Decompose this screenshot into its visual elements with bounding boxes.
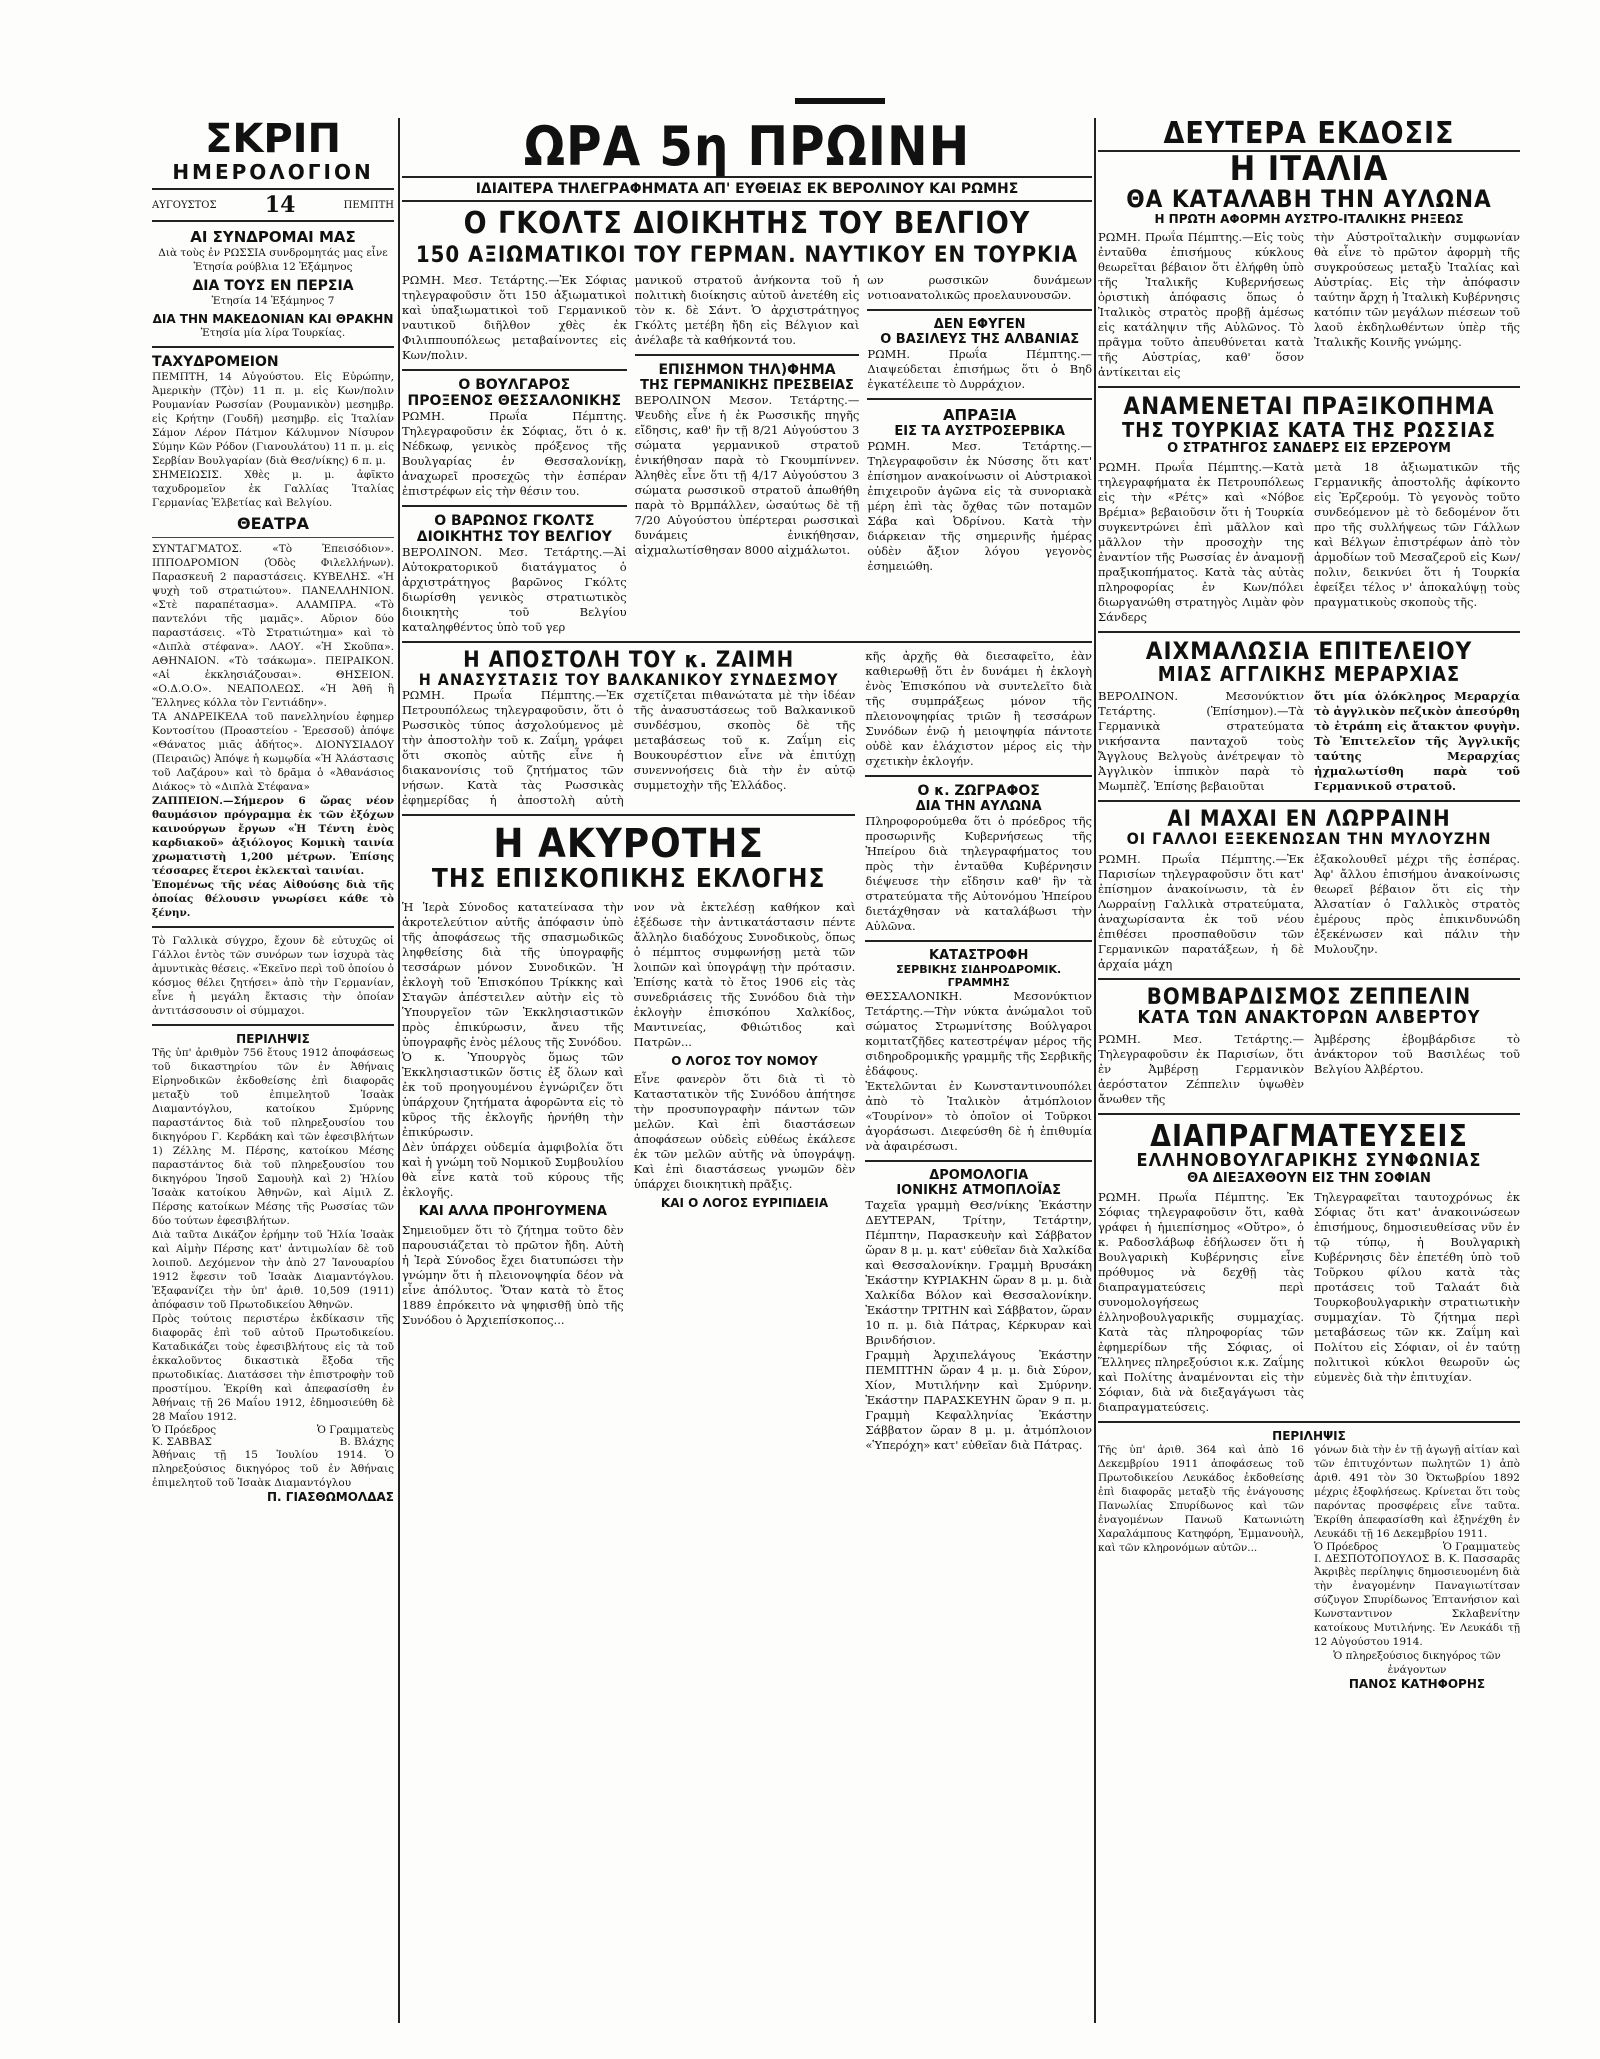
logos-title: Ο ΛΟΓΟΣ ΤΟΥ ΝΟΜΟΥ xyxy=(671,1053,818,1068)
sig-left-role: Ὁ Πρόεδρος xyxy=(152,1424,217,1436)
right-sig-left-role: Ὁ Πρόεδρος xyxy=(1314,1541,1379,1554)
evripides-title: ΚΑΙ Ο ΛΟΓΟΣ ΕΥΡΙΠΙΔΕΙΑ xyxy=(660,1195,829,1210)
zografos-text: Πληροφορούμεθα ὅτι ὁ πρόεδρος τῆς προσωρινῆς Κυβερνήσεως τῆς Ἠπείρου διὰ τηλεγραφήματος του πρὸς τὴν ἐνταῦθα Κυβέρνησιν διέψευσε τὴν εἴδησιν καθ' ἣν τὰ στρατεύματα τῆς Αὐτονόμου Ἠπείρου διετάχθησαν νὰ καταλάβωσι τὴν Αὐλῶνα. xyxy=(865,813,1092,933)
right-sig-left-name: Ι. ΔΕΣΠΟΤΟΠΟΥΛΟΣ xyxy=(1314,1553,1430,1566)
officers-text-cont: μανικοῦ στρατοῦ ἀνήκοντα τοῦ ἡ πολιτικὴ διοίκησις αὐτοῦ ἀνετέθη εἰς τὸν κ. δὲ Σάντ. Ὁ ἀρχιστράτηγος Γκόλτς μετέβη ἤδη εἰς Βέλγιον καὶ ἀνέλαβε τὰ καθήκοντά του. xyxy=(634,272,860,347)
date-month: ΑΥΓΟΥΣΤΟΣ xyxy=(152,199,217,211)
top-rule xyxy=(795,98,885,104)
italy-text: ΡΩΜΗ. Πρωΐα Πέμπτης.—Εἰς τοὺς ἐνταῦθα ἐπισήμους κύκλους θεωρεῖται βέβαιον ὅτι ἐλήφθη ὑπὸ τῆς Ἰταλικῆς Κυβερνήσεως ὁριστικὴ ἀπόφασις ὅπως ὁ Ἰταλικὸς στρατὸς προβῇ ἀμέσως εἰς κατάληψιν τῆς Αὐλῶνος. Τὸ πρᾶγμα τοῦτο ἀπευθύνεται κατὰ τῆς Αὐστρίας, καθ' ὅσον ἀντίκειται εἰς xyxy=(1098,230,1304,380)
coup-text-2: μετὰ 18 ἀξιωματικῶν τῆς Γερμανικῆς ἀποστολῆς ἀφίκοντο εἰς Ἐρζερούμ. Τὸ γεγονὸς τοῦτο συνδεόμενον μὲ τὸ δεδομένον ὅτι προ τῆς συλλήψεως τῶν Γάλλων καὶ Βέλγων ἐπιστρέφων ἀπὸ τὸν ἀρμοδίων τοῦ Μεσαζεροῦ εἰς Κων/πολιν, δεικνύει ὅτι ἡ Τουρκία ἐφείξει τέλος ν' ἀποκαλύψῃ τοὺς πραγματικοὺς σκοποὺς τῆς. xyxy=(1314,459,1520,609)
coup-headline: ΑΝΑΜΕΝΕΤΑΙ ΠΡΑΞΙΚΟΠΗΜΑ xyxy=(1123,392,1495,421)
negotiations-strap: ΘΑ ΔΙΕΞΑΧΘΟΥΝ ΕΙΣ ΤΗΝ ΣΟΦΙΑΝ xyxy=(1187,1171,1431,1187)
left-misc: Ἐπομένως τῆς νέας Αἰθούσης διὰ τῆς ὁποίας θέλουσιν γνωρίσει κάθε τὸ ξένην. xyxy=(152,879,394,919)
bulgarian-consul-text: ΡΩΜΗ. Πρωΐα Πέμπτης. Τηλεγραφοῦσιν ἐκ Σόφιας, ὅτι ὁ κ. Νέδκωφ, γενικὸς πρόξενος τῆς Βουλγαρίας ἐν Θεσσαλονίκῃ, ἀναχωρεῖ προσεχῶς τὴν ἐσπέραν ἐπιστρέφων εἰς τὴν θέσιν του. xyxy=(402,408,627,498)
strapline: ΙΔΙΑΙΤΕΡΑ ΤΗΛΕΓΡΑΦΗΜΑΤΑ ΑΠ' ΕΥΘΕΙΑΣ ΕΚ ΒΕΡΟΛΙΝΟΥ ΚΑΙ ΡΩΜΗΣ xyxy=(402,176,1092,202)
column-rule-1 xyxy=(398,118,400,2023)
sig-right-name: Β. Βλάχης xyxy=(339,1436,394,1448)
left-misc-2: Τὸ Γαλλικὰ σύγχρο, ἔχουν δὲ εὐτυχῶς οἱ Γάλλοι ἐντὸς τῶν συνόρων των ἰσχυρὰ τὰς ἀμυντικὰς θέσεις. «Ἐκεῖνο περὶ τοῦ ὁποίου ὁ κόσμος θέλει ζητήσει» ἀπὸ τὴν Γερμανίαν, εἶνε ἡ μεγάλη ἔκτασις τὴν ὁποίαν ἀντιτάσσουσιν οἱ σύμμαχοι. xyxy=(152,935,394,1017)
logos-text: Εἶνε φανερὸν ὅτι διὰ τὶ τὸ Καταστατικὸν τῆς Συνόδου ἀπήτησε τὴν προσυπογραφὴν πάντων τῶν μελῶν. Καὶ ἐπὶ διαστάσεων ἀποφάσεων οὐδεὶς εὐθέως ἐκάλεσε ἐκ τῶν μελῶν αὐτῆς νὰ ὑπογράψῃ. Καὶ ἐπὶ διαστάσεως γνωμῶν δὲν ὑπάρχει διοικητικὴ πρᾶξις. xyxy=(633,1071,856,1191)
king-title-1: ΔΕΝ ΕΦΥΓΕΝ xyxy=(933,316,1026,332)
perilipsis-text-left-3: Πρὸς τούτοις περιστέρω ἐκδίκασιν τῆς διαφορᾶς ἐπὶ τοῦ αὐτοῦ Πρωτοδικείου. Καταδικάζει τοὺς ἐφεσιβλήτους εἰς τὰ τοῦ ἐκκαλοῦντος δικαστικὰ ἔξοδα τῆς πρωτοδικίας. Διατάσσει τὴν ἐπιστροφὴν τοῦ προστίμου. Ἐκρίθη καὶ ἀπεφασίσθη ἐν Ἀθήναις τῇ 26 Μαΐου 1912, ἐδημοσιεύθη δὲ 28 Μαΐου 1912. xyxy=(152,1313,394,1423)
bulgarian-consul-title-2: ΠΡΟΞΕΝΟΣ ΘΕΣΣΑΛΟΝΙΚΗΣ xyxy=(407,392,622,409)
post-title: ΤΑΧΥΔΡΟΜΕΙΟΝ xyxy=(152,354,279,370)
right-sig-right-role: Ὁ Γραμματεὺς xyxy=(1442,1541,1520,1554)
routes-title-2: ΙΟΝΙΚΗΣ ΑΤΜΟΠΛΟΪΑΣ xyxy=(896,1182,1061,1198)
right-closing-name: ΠΑΝΟΣ ΚΑΤΗΦΟΡΗΣ xyxy=(1348,1677,1486,1692)
captivity-text-2: ὅτι μία ὁλόκληρος Μεραρχία τὸ ἀγγλικὸν πεζικὸν ἀπεσύρθη τὸ ἐτράπη εἰς ἄτακτον φυγὴν. Τὸ Ἐπιτελεῖον τῆς Ἀγγλικῆς ταύτης Μεραρχίας ἠχμαλωτίσθη παρὰ τοῦ Γερμανικοῦ στρατοῦ. xyxy=(1314,688,1520,793)
apraxia-text: ΡΩΜΗ. Μεσ. Τετάρτης.—Τηλεγραφοῦσιν ἐκ Νύσσης ὅτι κατ' ἐπίσημον ανακοίνωσιν οἱ Αὐστριακοὶ ἐπιχειροῦν ἀγῶνα εἰς τὰ συνοριακὰ μέρη ἐπὶ τὰς ὄχθας τῶν ποταμῶν Σάβα καὶ Ὀδρίνου. Κατὰ τὴν διάρκειαν τῆς σημερινῆς ἡμέρας οὐδὲν ἄξιον λόγου γεγονὸς ἐσημειώθη. xyxy=(867,438,1092,573)
invalidity-text-2: Ὁ κ. Ὑπουργὸς ὅμως τῶν Ἐκκλησιαστικῶν ὅστις ἐξ ὅλων καὶ ἐκ τοῦ προηγουμένου ἐγνώριζεν ὅτι ὑπάρχουν ζητήματα ἀφορῶντα εἰς τὸ κῦρος τῆς ἐκλογῆς ἠρνήθη τὴν ἐπικύρωσιν. xyxy=(402,1049,624,1139)
lorraine-subheadline: ΟΙ ΓΑΛΛΟΙ ΕΞΕΚΕΝΩΣΑΝ ΤΗΝ ΜΥΛΟΥΖΗΝ xyxy=(1126,828,1492,848)
subscriptions-text: Διὰ τοὺς ἐν ΡΩΣΣΙΑ συνδρομητάς μας εἶνε Ἐτησία ρούβλια 12 Ἑξάμηνος xyxy=(158,247,388,273)
lorraine-headline: ΑΙ ΜΑΧΑΙ ΕΝ ΛΩΡΡΑΙΝΗ xyxy=(1167,806,1451,832)
macedonia-text: Ἐτησία μία λίρα Τουρκίας. xyxy=(200,327,346,339)
right-signatures xyxy=(1314,1541,1520,1565)
post-notes: ΣΗΜΕΙΩΣΙΣ. Χθὲς μ. μ. ἀφῖκτο ταχυδρομεῖον ἐκ Γαλλίας Ἰταλίας Γερμανίας Ἑλβετίας καὶ Βελγίου. xyxy=(152,469,394,509)
baron-text: ΒΕΡΟΛΙΝΟΝ. Μεσ. Τετάρτης.—Ἀἱ Αὐτοκρατορικοῦ διατάγματος ὁ ἀρχιστράτηγος βαρῶνος Γκόλτς διωρίσθη γενικὸς στρατιωτικὸς διοικητὴς τοῦ Βελγίου καταληφθέντος ὑπὸ τοῦ γερ xyxy=(402,544,627,634)
catastrophe-title-1: ΚΑΤΑΣΤΡΟΦΗ xyxy=(929,947,1029,963)
zeppelin-subheadline: ΚΑΤΑ ΤΩΝ ΑΝΑΚΤΟΡΩΝ ΑΛΒΕΡΤΟΥ xyxy=(1137,1006,1481,1028)
apraxia-title-2: ΕΙΣ ΤΑ ΑΥΣΤΡΟΣΕΡΒΙΚΑ xyxy=(894,423,1065,439)
routes-title-1: ΔΡΟΜΟΛΟΓΙΑ xyxy=(929,1167,1029,1183)
captivity-headline: ΑΙΧΜΑΛΩΣΙΑ ΕΠΙΤΕΛΕΙΟΥ xyxy=(1145,636,1473,665)
coup-subheadline: ΤΗΣ ΤΟΥΡΚΙΑΣ ΚΑΤΑ ΤΗΣ ΡΩΣΣΙΑΣ xyxy=(1122,417,1496,442)
golts-headline: Ο ΓΚΟΛΤΣ ΔΙΟΙΚΗΤΗΣ ΤΟΥ ΒΕΛΓΙΟΥ xyxy=(463,206,1031,241)
right-closing: Ἀκριβὲς περίληψις δημοσιευομένη διὰ τὴν ἐναγομένην Παναγιωτίτσαν σύζυγον Σπυρίδωνος Ἐπτανήσιον καὶ Κωνσταντινον Σκλαβενίτην κατοίκους Μυτιλήνης. Ἐν Λευκάδι τῇ 12 Αὐγούστου 1914. xyxy=(1314,1566,1520,1649)
officers-text: ΡΩΜΗ. Μεσ. Τετάρτης.—Ἐκ Σόφιας τηλεγραφοῦσιν ὅτι 150 ἀξιωματικοὶ καὶ ὑπαξιωματικοὶ τοῦ Γερμανικοῦ ναυτικοῦ διῆλθον χθὲς ἐκ Φιλιππουπόλεως μεταβαίνοντες εἰς Κων/πολιν. xyxy=(402,272,627,362)
perilipsis-text-right-2: γόνων διὰ τὴν ἐν τῇ ἀγωγῇ αἰτίαν καὶ τῶν ἐπιτυχόντων πωλητῶν 1) ἀπὸ ἀριθ. 491 τὸν 30 Ὀκτωβρίου 1892 μέχρις ἐξοφλήσεως. Κρίνεται ὅτι τοὺς παρόντας προσφέρεις εἶνε ταῦτα. Ἐκρίθη ἀπεφασίσθη καὶ ἐξηνέχθη ἐν Λευκάδι τῇ 16 Δεκεμβρίου 1911. xyxy=(1314,1444,1520,1541)
sig-left-name: Κ. ΣΑΒΒΑΣ xyxy=(152,1436,212,1448)
lorraine-text: ΡΩΜΗ. Πρωΐα Πέμπτης.—Ἐκ Παρισίων τηλεγραφοῦσιν ὅτι κατ' ἐπίσημον ἀνακοίνωσιν, τὰ ἐν Λωρραίνῃ Γαλλικὰ στρατεύματα, ἀναχωρίσαντα ἐκ τοῦ νέου ἐπιθέσει προσπαθοῦσιν τῶν Γερμανικῶν παρατάξεων, ἡ δὲ ἀρχαία μάχη xyxy=(1098,851,1304,971)
perilipsis-title-right: ΠΕΡΙΛΗΨΙΣ xyxy=(1272,1429,1346,1444)
coup-text: ΡΩΜΗ. Πρωΐα Πέμπτης.—Κατὰ τηλεγραφήματα ἐκ Πετρουπόλεως εἰς τὴν «Ρέτς» καὶ «Νόβοε Βρέμια» βεβαιοῦσιν ὅτι ἡ Τουρκία συγκεντρώνει ἐπὶ μᾶλλον καὶ μᾶλλον τὴν προσοχὴν της ἐναντίον τῆς Ρωσσίας ἐν ἀναμονῇ πραξικοπήματος. Κατὰ τὰς αὐτὰς πληροφορίας ἐν Κων/πόλει διωργανώθη στρατηγὸς Λιμὰν φὸν Σάνδερς xyxy=(1098,459,1304,624)
zeppelin-text-2: Ἀμβέρσης ἐβομβάρδισε τὸ ἀνάκτορον τοῦ Βασιλέως τοῦ Βελγίου Ἀλβέρτου. xyxy=(1314,1031,1520,1076)
zeppelin-headline: ΒΟΜΒΑΡΔΙΣΜΟΣ ΖΕΠΠΕΛΙΝ xyxy=(1146,984,1472,1010)
theatre-title: ΘΕΑΤΡΑ xyxy=(237,514,309,533)
catastrophe-text: ΘΕΣΣΑΛΟΝΙΚΗ. Μεσονύκτιον Τετάρτης.—Τὴν νύκτα ἀνώμαλοι τοῦ σώματος Στρωμνίτσης Βούλγαροι κομιτατζῆδες κατεστρέψαν μέρος τῆς σιδηροδρομικῆς γραμμῆς τῆς Σερβικῆς ἐδάφους. xyxy=(865,988,1092,1078)
macedonia-title: ΔΙΑ ΤΗΝ ΜΑΚΕΔΟΝΙΑΝ ΚΑΙ ΘΡΑΚΗΝ xyxy=(152,312,394,326)
officers-text-end: ων ρωσσικῶν δυνάμεων νοτιοανατολικῶς προελαυνουσῶν. xyxy=(867,272,1092,302)
theatre-text: ΣΥΝΤΑΓΜΑΤΟΣ. «Τὸ Ἐπεισόδιον». ΙΠΠΟΔΡΟΜΙΟΝ (Ὁδὸς Φιλελλήνων). Παρασκευῆ 2 παραστάσεις. ΚΥΒΕΛΗΣ. «Ἡ ψυχὴ τοῦ στρατιώτου». ΠΑΝΕΛΛΗΝΙΟΝ. «Στὲ παραπέτασμα». ΑΛΑΜΠΡΑ. «Τὸ παντελόνι τῆς μαμᾶς». Αὔριον δύο παραστάσεις. «Τὸ Στρατιώτημα» καὶ τὸ «Διπλὰ στέφανα». ΛΑΟΥ. «Ἡ Σκοῦπα». ΑΘΗΝΑΙΟΝ. «Τὸ τσάκωμα». ΠΕΙΡΑΙΚΟΝ. «Αἱ ἐκκλησιάζουσαι». ΘΗΣΕΙΟΝ. «Ο.Δ.Ο.Ο». ΝΕΑΠΟΛΕΩΣ. «Ἡ Ἀθῆ ἢ Ἕλληνες κόλλα τὸν Γεντιάδην». xyxy=(152,543,394,709)
date-day: ΠΕΜΠΤΗ xyxy=(343,199,394,211)
sig-right-role: Ὁ Γραμματεὺς xyxy=(316,1424,394,1436)
apraxia-title-1: ΑΠΡΑΞΙΑ xyxy=(942,405,1017,424)
invalidity-text-3: Δὲν ὑπάρχει οὐδεμία ἀμφιβολία ὅτι καὶ ἡ γνώμη τοῦ Νομικοῦ Συμβουλίου θὰ εἶνε κατὰ τοῦ κύρους τῆς ἐκλογῆς. xyxy=(402,1139,624,1199)
negotiations-text: ΡΩΜΗ. Πρωΐα Πέμπτης. Ἐκ Σόφιας τηλεγραφοῦσιν ὅτι, καθὰ γράφει ἡ ἡμιεπίσημος «Οὔτρο», ὁ κ. Ραδοσλάβωφ ἐδήλωσεν ὅτι ἡ Βουλγαρικὴ Κυβέρνησις εἶνε πρόθυμος νὰ δεχθῇ τὰς διαπραγματεύσεις περὶ συνομολογήσεως ἑλληνοβουλγαρικῆς συμμαχίας. Κατὰ τὰς πληροφορίας τῶν ἐφημερίδων τῆς Σόφιας, οἱ Ἕλληνες πληρεξούσιοι κ.κ. Ζαΐμης καὶ Πολίτης ἀναμένονται εἰς τὴν Σόφιαν, διὰ νὰ διεξαγάγωσι τὰς διαπραγματεύσεις. xyxy=(1098,1190,1304,1415)
negotiations-text-2: Τηλεγραφεῖται ταυτοχρόνως ἐκ Σόφιας ὅτι κατ' ἀνακοινώσεων ἐπισήμους, δημοσιευθείσας νῦν ἐν τῷ τύπῳ, ἡ Βουλγαρικὴ Κυβέρνησις δὲν ἐπετέθη ὑπὸ τοῦ Τοῦρκου φίλου κατὰ τὰς προτάσεις τοῦ Ταλαάτ διὰ Τουρκοβουλγαρικὴν στρατιωτικὴν συμμαχίαν. Τὸ ζήτημα περὶ μεταβάσεως τῶν κκ. Ζαΐμη καὶ Πολίτου εἰς Σόφιαν, οἱ ἐν ταύτῃ πολιτικοὶ κύκλοι θεωροῦν ὡς εὐμενὲς διὰ τὴν ἐπιτυχίαν. xyxy=(1314,1190,1520,1385)
masthead-skrip: ΣΚΡΙΠ xyxy=(205,118,341,162)
other-precedents-title: ΚΑΙ ΑΛΛΑ ΠΡΟΗΓΟΥΜΕΝΑ xyxy=(418,1203,607,1219)
left-last-name: Π. ΓΙΑΣΘΩΜΟΛΔΑΣ xyxy=(267,1490,394,1504)
center-column xyxy=(402,118,1092,2023)
right-sig-right-name: Β. Κ. Πασσαρᾶς xyxy=(1434,1553,1520,1566)
post-text: ΠΕΜΠΤΗ, 14 Αὐγούστου. Εἰς Εὐρώπην, Ἀμερικὴν (Τζὸν) 11 π. μ. εἰς Κων/πολιν Ρουμανίαν Ρωσσίαν (Ρουμανικὸν) μεσημβρ. εἰς Κρήτην (Γουδῆ) μεσημβρ. εἰς Ἰταλίαν Σάμον Λέρον Πάτμον Κάλυμνον Νίσυρον Σύμην Κῶν Ρόδον (Γιανουλάτου) 11 π. μ. εἰς Σερβίαν Βουλγαρίαν (διὰ Θεσ/νίκης) 6 π. μ. xyxy=(152,371,394,467)
persia-text: Ἐτησία 14 Ἑξάμηνος 7 xyxy=(211,295,335,307)
zaimi-title-1: Η ΑΠΟΣΤΟΛΗ ΤΟΥ κ. ΖΑΪΜΗ xyxy=(463,648,795,673)
italy-subheadline: ΘΑ ΚΑΤΑΛΑΒΗ ΤΗΝ ΑΥΛΩΝΑ xyxy=(1126,185,1492,214)
king-text: ΡΩΜΗ. Πρωΐα Πέμπτης.—Διαψεύδεται ἐπισήμως ὅτι ὁ Βηδ ἐγκατέλειπε τὸ Δυρράχιον. xyxy=(867,346,1092,391)
routes-text: Ταχεῖα γραμμὴ Θεσ/νίκης Ἐκάστην ΔΕΥΤΕΡΑΝ, Τρίτην, Τετάρτην, Πέμπτην, Παρασκευὴν καὶ Σάββατον ὥραν 8 μ. μ. κατ' εὐθεῖαν διὰ Χαλκίδα καὶ Θεσσαλονίκην. Γραμμὴ Βρυσάκη Ἐκάστην ΚΥΡΙΑΚΗΝ ὥραν 8 μ. μ. διὰ Χαλκίδα Βόλον καὶ Θεσσαλονίκην. Ἐκάστην ΤΡΙΤΗΝ καὶ Σάββατον, ὥραν 10 π. μ. διὰ Πάτρας, Κέρκυραν καὶ Βρινδήσιον. xyxy=(865,1197,1092,1347)
embassy-title-2: ΤΗΣ ΓΕΡΜΑΝΙΚΗΣ ΠΡΕΣΒΕΙΑΣ xyxy=(640,377,854,393)
zappeion-text: ΖΑΠΠΕΙΟΝ.—Σήμερον 6 ὥρας νέον θαυμάσιον πρόγραμμα ἐκ τῶν ἐξόχων καινούργων ἔργων «Ἡ Τέντη ἐνὸς καρδιακοῦ» ἀξιόλογος Κομικὴ ταινία χρωματιστὴ 1,200 μέτρων. Ἐπίσης τέσσαρες ἕτεροι ἐκλεκταὶ ταινίαι. xyxy=(152,795,394,877)
perilipsis-text-right: Τῆς ὑπ' ἀριθ. 364 καὶ ἀπὸ 16 Δεκεμβρίου 1911 ἀποφάσεως τοῦ Πρωτοδικείου Λευκάδος ἐκδοθείσης ἐπὶ διαφορᾶς μεταξὺ τῆς ἐνάγουσης Πανωλίας Σπυρίδωνος καὶ τῶν ἐναγομένων Πανωῦ Κατωνιώτη Χαραλάμπους Κατηφόρη, Ἐμμανουὴλ, καὶ τῶν κληρονόμων αὐτῶν... xyxy=(1098,1444,1304,1555)
left-last-lines: Ἀθήναις τῇ 15 Ἰουλίου 1914. Ὁ πληρεξούσιος δικηγόρος τοῦ ἐν Ἀθήναις ἐπιμελητοῦ τοῦ Ἰσαὰκ Διαμαντόγλου xyxy=(152,1449,394,1489)
subhead-diary: ΗΜΕΡΟΛΟΓΙΟΝ xyxy=(172,160,374,184)
routes-text-2: Γραμμὴ Ἀρχιπελάγους Ἐκάστην ΠΕΜΠΤΗΝ ὥραν 4 μ. μ. διὰ Σύρον, Χίον, Μυτιλήνην καὶ Σμύρνην. Ἐκάστην ΠΑΡΑΣΚΕΥΗΝ ὥραν 9 π. μ. Γραμμὴ Κεφαλληνίας Ἐκάστην Σάββατον ὥραν 8 μ. μ. ἀτμόπλοιον «Ὑπερόχη» κατ' εὐθεῖαν διὰ Πάτρας. xyxy=(865,1347,1092,1452)
right-column xyxy=(1098,118,1520,2023)
lorraine-text-2: ἐξακολουθεῖ μέχρι τῆς ἐσπέρας. Ἀφ' ἄλλου ἐπισήμου ἀνακοίνωσις θεωρεῖ βέβαιον ὅτι εἰς τὴν Ἀλσατίαν ὁ Γαλλικὸς στρατὸς ἐμέρους πρὸς ἐπικινδυνώδη ἐξεκένωσεν καὶ πάλιν τὴν Μυλουζην. xyxy=(1314,851,1520,956)
italy-text-2: τὴν Αὐστροϊταλικὴν συμφωνίαν θὰ εἶνε τὸ πρῶτον ἀφορμὴ τῆς συγκρούσεως μεταξὺ Ἰταλίας καὶ Αὐστρίας. Εἰς τὴν ἀπόφασιν ταύτην ἄρχη ἡ Ἰταλικὴ Κυβέρνησις κατόπιν τῶν μεγάλων πιέσεων τοῦ λαοῦ ἐκδηλωθέντων ὑπὲρ τῆς Ἰταλικῆς Κοινῆς γνώμης. xyxy=(1314,230,1520,350)
left-signatures xyxy=(152,1424,394,1448)
invalidity-text-4: Σημειοῦμεν ὅτι τὸ ζήτημα τοῦτο δὲν παρουσιάζεται τὸ πρῶτον ἤδη. Αὐτὴ ἡ Ἱερὰ Σύνοδος ἔχει διατυπώσει τὴν γνώμην ὅτι ἡ πλειονοψηφία δέον νὰ εἶνε ἀπόλυτος. Ὅταν κατὰ τὸ ἔτος 1889 ἐπρόκειτο νὰ ψηφισθῇ ὑπὸ τῆς Συνόδου ὁ Ἀρχιεπίσκοπος... xyxy=(402,1222,624,1327)
persia-title: ΔΙΑ ΤΟΥΣ ΕΝ ΠΕΡΣΙΑ xyxy=(192,278,354,294)
left-column xyxy=(152,118,394,2023)
negotiations-headline: ΔΙΑΠΡΑΓΜΑΤΕΥΣΕΙΣ xyxy=(1150,1118,1468,1154)
king-title-2: Ο ΒΑΣΙΛΕΥΣ ΤΗΣ ΑΛΒΑΝΙΑΣ xyxy=(880,331,1080,347)
perilipsis-text-left: Τῆς ὑπ' ἀριθμὸν 756 ἔτους 1912 ἀποφάσεως τοῦ δικαστηρίου τῶν ἐν Ἀθήναις Εἰρηνοδικῶν ἐκδοθείσης ἐπὶ διαφορᾶς μεταξὺ τοῦ ἐπιμελητοῦ Ἰσαὰκ Διαμαντόγλου, κατοίκου Σμύρνης παραστάντος διὰ τοῦ πληρεξουσίου του δικηγόρου Γ. Κερδάκη καὶ τῶν ἐφεσιβλήτων 1) Ζέλλης Μ. Πέρσης, κατοίκου Μέσης παραστάντος διὰ τοῦ πληρεξουσίου του δικηγόρου Ἰησοῦ Σαμουὴλ καὶ 2) Ἠλίου Ἰσαὰκ κατοίκου Ἀθηνῶν, καὶ Αἰμιλ Ζ. Πέρσης κατοίκων Μέσης τῆς Ρωσσίας τῶν δύο τούτων ἐφεσιβλήτων. xyxy=(152,1047,394,1227)
theatre-text-2: ΤΑ ΑΝΔΡΕΙΚΕΛΑ τοῦ πανελληνίου ἐφημερ Κοντοσίτου (Προαστείου - Ἐρεσσοῦ) ἀπόψε «Θάνατος μιᾶς ἀδήτος». ΔΙΟΝΥΣΙΑΔΟΥ (Πειραιῶς) Ἀπόψε ἡ κωμῳδία «Ἡ Ἀλάστασις τοῦ Λαζάρου» καὶ τὸ δρᾶμα ὁ «Ἀθανάσιος Διάκος» τὸ «Διπλὰ Στέφανα» xyxy=(152,711,394,793)
italy-strap: Η ΠΡΩΤΗ ΑΦΟΡΜΗ ΑΥΣΤΡΟ-ΙΤΑΛΙΚΗΣ ΡΗΞΕΩΣ xyxy=(1154,212,1464,227)
zeppelin-text: ΡΩΜΗ. Μεσ. Τετάρτης.—Τηλεγραφοῦσιν ἐκ Παρισίων, ὅτι ἐν Ἀμβέρσῃ Γερμανικὸν ἀερόστατον Ζέππελιν ὑψωθὲν ἄνωθεν τῆς xyxy=(1098,1031,1304,1106)
embassy-title-1: ΕΠΙΣΗΜΟΝ ΤΗΛ)ΦΗΜΑ xyxy=(658,361,836,378)
zaimi-text-cont: κῆς ἀρχῆς θὰ διεσαφεῖτο, ἐὰν καθιερωθῇ ὅτι ἐν δυνάμει ἡ ἐκλογὴ ἐνὸς Ἐπισκόπου νὰ συντελεῖτο διὰ τῆς συμπράξεως μόνον τῆς πλειονοψηφίας τριῶν ἢ τεσσάρων Συνόδων ἐνῷ ἡ μειοψηφία πάντοτε οὐδὲ καν ἐλάχιστον μέρος εἰς τὴν σχετικὴν ἐκλογήν. xyxy=(865,648,1092,768)
invalidity-text: Ἡ Ἱερὰ Σύνοδος κατατείνασα τὴν ἀκροτελεύτιον αὐτῆς ἀπόφασιν ὑπὸ τῆς ἀποφάσεως τῆς σπασμωδικῶς ληφθείσης διὰ τῆς ὑπογραφῆς τεσσάρων μόνον Συνοδικῶν. Ἡ ἐκλογὴ τοῦ Ἐπισκόπου Τρίκκης καὶ Σταγῶν ἀπέστειλεν αὐτὴν εἰς τὸ Ὑπουργεῖον τῶν Ἐκκλησιαστικῶν πρὸς ἐπικύρωσιν, ἄνευ τῆς ὑπογραφῆς ἑνὸς μέλους τῆς Συνόδου. xyxy=(402,899,624,1049)
invalidity-col-b: νον νὰ ἐκτελέσῃ καθήκον καὶ ἐξέδωσε τὴν ἀντικατάστασιν πέντε ἄλληλο διαδόχους Συνοδικοὺς, ὅπως ὁ πέμπτος συμφωνήσῃ μετὰ τῶν λοιπῶν καὶ ὑπογράψῃ τὴν πρότασιν. Ἐπίσης κατὰ τὸ ἔτος 1906 εἰς τὰς συνεδριάσεις τῆς Συνόδου διὰ τὴν ἐκλογὴν ἐπισκόπου Χαλκίδος, Μαντινείας, Φθιώτιδος καὶ Πατρῶν... xyxy=(633,899,856,1049)
zaimi-text: ΡΩΜΗ. Πρωΐα Πέμπτης.—Ἐκ Πετρουπόλεως τηλεγραφοῦσιν, ὅτι ὁ Ρωσσικὸς τύπος ἀσχολούμενος μὲ τὴν ἀποστολὴν τοῦ κ. Ζαΐμη, γράφει ὅτι σκοπὸς αὐτῆς εἶνε ἡ διακανονίσις τοῦ ζητήματος τῶν νήσων. Κατὰ τὰς Ρωσσικὰς ἐφημερίδας ἡ ἀποστολὴ αὐτὴ σχετίζεται πιθανώτατα μὲ τὴν ἰδέαν τῆς ἀνασυστάσεως τοῦ Βαλκανικοῦ συνδέσμου, σκοπὸς δὲ τῆς μεταβάσεως τοῦ κ. Ζαΐμη εἰς Βουκουρέστιον εἶνε νὰ ἐπιτύχῃ συνεννοήσεις διὰ τὴν ἐν αὐτῷ συμμετοχὴν τῆς Ἑλλάδος. xyxy=(402,688,856,808)
italy-headline: Η ΙΤΑΛΙΑ xyxy=(1229,148,1389,189)
main-headline: ΩΡΑ 5η ΠΡΩΙΝΗ xyxy=(523,118,971,178)
captivity-subheadline: ΜΙΑΣ ΑΓΓΛΙΚΗΣ ΜΕΡΑΡΧΙΑΣ xyxy=(1157,661,1461,686)
baron-title-1: Ο ΒΑΡΩΝΟΣ ΓΚΟΛΤΣ xyxy=(434,512,595,529)
column-rule-2 xyxy=(1094,118,1096,2023)
bulgarian-consul-title-1: Ο ΒΟΥΛΓΑΡΟΣ xyxy=(458,376,571,393)
invalidity-title-2: ΤΗΣ ΕΠΙΣΚΟΠΙΚΗΣ ΕΚΛΟΓΗΣ xyxy=(431,864,826,895)
zaimi-title-2: Η ΑΝΑΣΥΣΤΑΣΙΣ ΤΟΥ ΒΑΛΚΑΝΙΚΟΥ ΣΥΝΔΕΣΜΟΥ xyxy=(418,669,839,689)
second-edition-masthead: ΔΕΥΤΕΡΑ ΕΚΔΟΣΙΣ xyxy=(1098,118,1520,152)
sanders-strap: Ο ΣΤΡΑΤΗΓΟΣ ΣΑΝΔΕΡΣ ΕΙΣ ΕΡΖΕΡΟΥΜ xyxy=(1167,440,1451,456)
baron-title-2: ΔΙΟΙΚΗΤΗΣ ΤΟΥ ΒΕΛΓΙΟΥ xyxy=(416,528,612,545)
date-number: 14 xyxy=(264,192,296,218)
date-line xyxy=(152,188,394,222)
embassy-text: ΒΕΡΟΛΙΝΟΝ Μεσον. Τετάρτης.—Ψευδὴς εἶνε ἡ ἐκ Ρωσσικῆς πηγῆς εἴδησις, καθ' ἣν τῇ 8/21 Αὐγούστου 3 σώματα γερμανικοῦ στρατοῦ ἐνικήθησαν παρὰ τὸ Γκουμπίννεν. Ἀληθὲς εἶνε ὅτι τῇ 4/17 Αὐγούστου 3 σώματα ρωσσικοῦ στρατοῦ ἀπωθήθη παρὰ τὸ Βρμπάλλεν, ὡσαύτως δὲ τῇ 7/20 Αὐγούστου ὑπέρτεραι ρωσσικαὶ δυνάμεις ἐνικήθησαν, αἰχμαλωτίσθησαν 8000 αἰχμάλωτοι. xyxy=(634,392,860,557)
perilipsis-title-left: ΠΕΡΙΛΗΨΙΣ xyxy=(236,1032,310,1046)
negotiations-subheadline: ΕΛΛΗΝΟΒΟΥΛΓΑΡΙΚΗΣ ΣΥΝΦΩΝΙΑΣ xyxy=(1136,1150,1482,1172)
subscriptions-title: ΑΙ ΣΥΝΔΡΟΜΑΙ ΜΑΣ xyxy=(190,228,356,246)
perilipsis-text-left-2: Διὰ ταῦτα Δικάζον ἐρήμην τοῦ Ἠλία Ἰσαὰκ καὶ Αἰμὴν Πέρσης κατ' ἀντιμωλίαν δὲ τοῦ λοιποῦ. Δεχόμενον τὴν ἀπὸ 27 Ἰανουαρίου 1912 ἔφεσιν τοῦ Ἰσαὰκ Διαμαντόγλου. Ἐξαφανίζει τὴν ὑπ' ἀριθ. 10,509 (1911) ἀπόφασιν τοῦ Πρωτοδικείου Ἀθηνῶν. xyxy=(152,1229,394,1311)
invalidity-title-1: Η ΑΚΥΡΟΤΗΣ xyxy=(493,821,764,868)
captivity-text: ΒΕΡΟΛΙΝΟΝ. Μεσονύκτιον Τετάρτης. (Ἐπίσημον).—Τὰ Γερμανικὰ στρατεύματα νικήσαντα πανταχοῦ τοὺς Ἄγγλους Βελγοὺς ἀνέτρεψαν τὸ Ἀγγλικὸν ἱππικὸν παρὰ τὸ Μωμπὲζ. Ἐπίσης βεβαιοῦται xyxy=(1098,688,1304,793)
officers-headline: 150 ΑΞΙΩΜΑΤΙΚΟΙ ΤΟΥ ΓΕΡΜΑΝ. ΝΑΥΤΙΚΟΥ ΕΝ ΤΟΥΡΚΙΑ xyxy=(415,242,1079,268)
catastrophe-text-2: Ἐκτελῶνται ἐν Κωνσταντινουπόλει ἀπὸ τὸ Ἰταλικὸν ἀτμόπλοιον «Τουρίνον» τὸ ὁποῖον οἱ Τοῦρκοι ἀγοράσωσι. Διεφεύσθη δὲ ἡ ἐπιθυμία νὰ ἀφαιρέσωσι. xyxy=(865,1078,1092,1153)
right-closing-sig: Ὁ πληρεξούσιος δικηγόρος τῶν ἐνάγοντων xyxy=(1333,1650,1501,1677)
catastrophe-title-2: ΣΕΡΒΙΚΗΣ ΣΙΔΗΡΟΔΡΟΜΙΚ. ΓΡΑΜΜΗΣ xyxy=(896,962,1062,989)
zografos-title-2: ΔΙΑ ΤΗΝ ΑΥΛΩΝΑ xyxy=(915,798,1042,814)
zografos-title-1: Ο κ. ΖΩΓΡΑΦΟΣ xyxy=(917,782,1040,799)
